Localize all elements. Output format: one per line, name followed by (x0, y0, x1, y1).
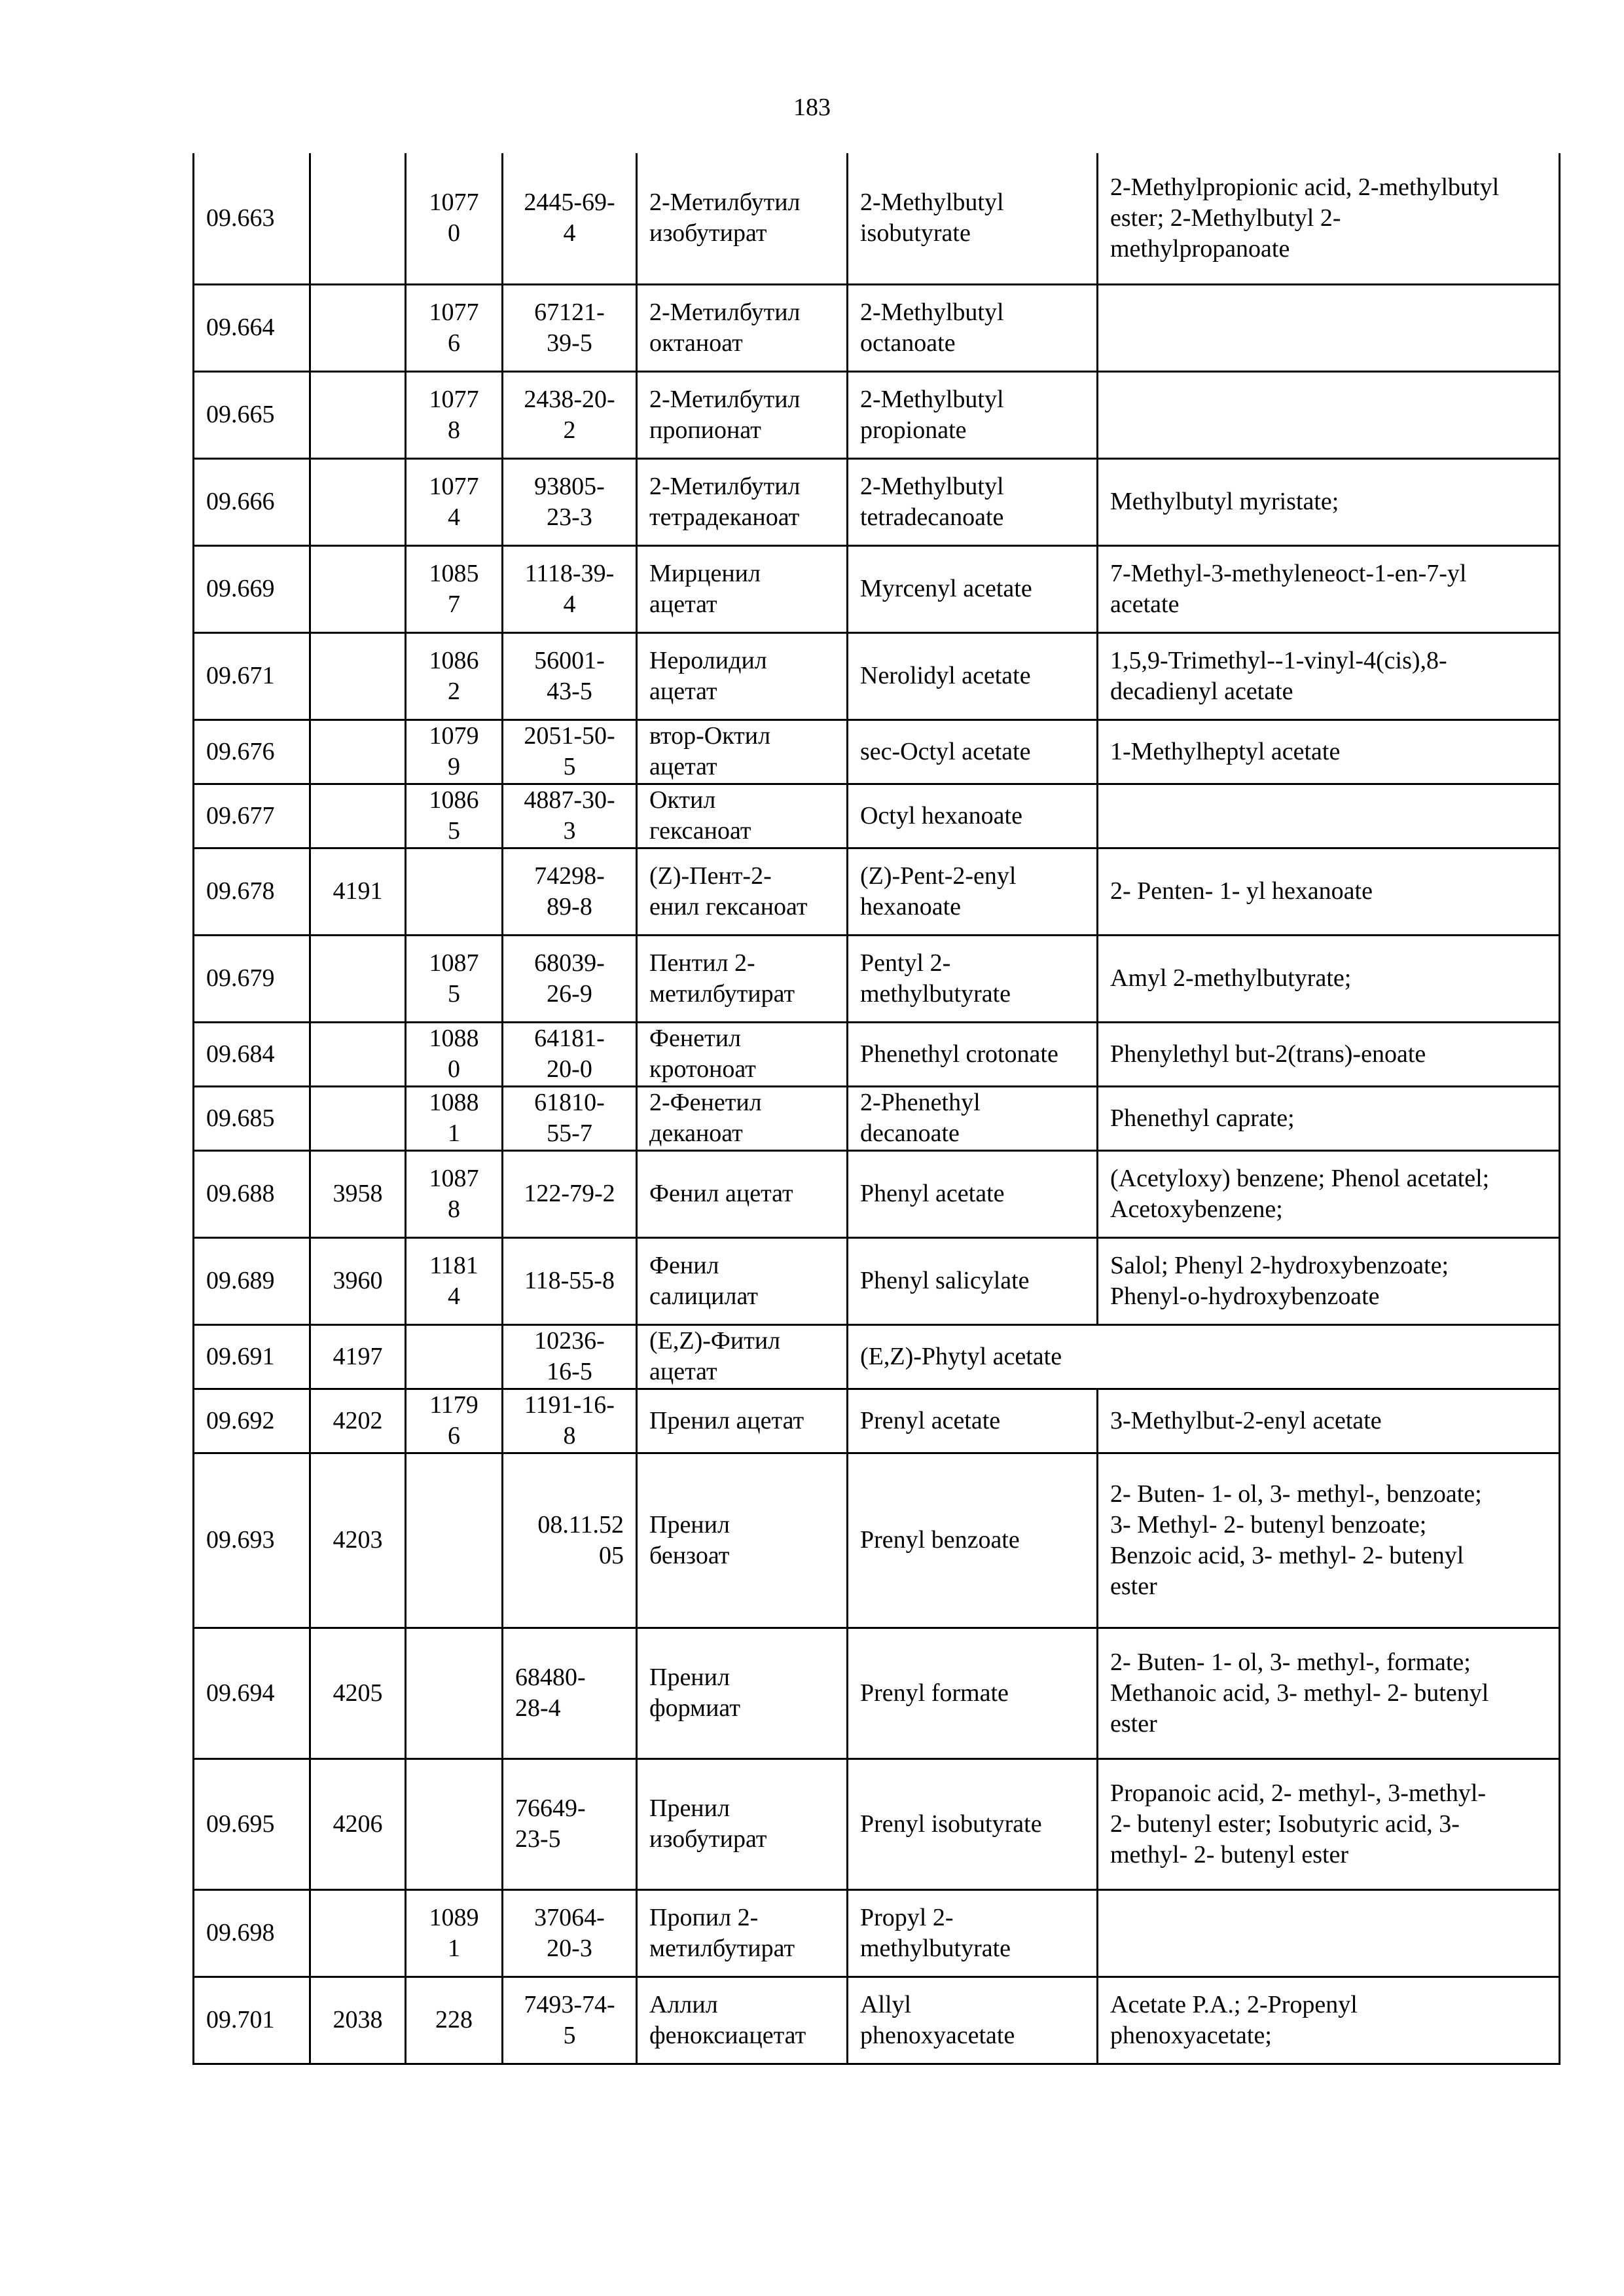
cell-fema-number: 4205 (310, 1628, 406, 1758)
cell-fema-number (310, 1889, 406, 1977)
cell-name-en: 2-Methylbutyl tetradecanoate (848, 458, 1098, 545)
cell-synonyms (1098, 284, 1560, 371)
cell-cas-number: 2445-69- 4 (503, 153, 637, 284)
table-row (194, 1889, 1560, 1977)
table-row (194, 1977, 1560, 2064)
cell-name-en: Nerolidyl acetate (848, 632, 1098, 720)
cell-synonyms: Phenethyl caprate; (1098, 1086, 1560, 1150)
cell-name-ru: Пентил 2- метилбутират (637, 935, 848, 1022)
cell-cas-number: 1191-16- 8 (503, 1389, 637, 1453)
cell-synonyms (1098, 784, 1560, 848)
cell-number: 09.664 (194, 284, 310, 371)
cell-coe-number: 1087 8 (406, 1150, 503, 1237)
cell-fema-number (310, 371, 406, 458)
cell-number: 09.679 (194, 935, 310, 1022)
cell-name-en: Myrcenyl acetate (848, 545, 1098, 632)
cell-coe-number (406, 1758, 503, 1889)
cell-name-en: Phenyl acetate (848, 1150, 1098, 1237)
cell-coe-number: 1085 7 (406, 545, 503, 632)
cell-name-ru: Пренил формиат (637, 1628, 848, 1758)
cell-name-ru: 2-Фенетил деканоат (637, 1086, 848, 1150)
cell-cas-number: 2051-50- 5 (503, 720, 637, 784)
table-row (194, 1324, 1560, 1389)
cell-synonyms: Methylbutyl myristate; (1098, 458, 1560, 545)
cell-coe-number (406, 1453, 503, 1628)
cell-coe-number: 1077 0 (406, 153, 503, 284)
cell-synonyms: 2- Buten- 1- ol, 3- methyl-, formate; Methanoic acid, 3- methyl- 2- butenyl ester (1098, 1628, 1560, 1758)
table-row (194, 935, 1560, 1022)
cell-synonyms: 2- Penten- 1- yl hexanoate (1098, 848, 1560, 935)
cell-fema-number: 4202 (310, 1389, 406, 1453)
cell-synonyms: 1-Methylheptyl acetate (1098, 720, 1560, 784)
cell-cas-number: 1118-39- 4 (503, 545, 637, 632)
cell-synonyms: (Acetyloxy) benzene; Phenol acetatel; Acetoxybenzene; (1098, 1150, 1560, 1237)
cell-name-ru: Пренил изобутират (637, 1758, 848, 1889)
cell-coe-number: 1086 2 (406, 632, 503, 720)
cell-synonyms: 1,5,9-Trimethyl--1-vinyl-4(cis),8- decadienyl acetate (1098, 632, 1560, 720)
cell-cas-number: 2438-20- 2 (503, 371, 637, 458)
cell-name-ru: 2-Метилбутил изобутират (637, 153, 848, 284)
cell-coe-number: 1088 1 (406, 1086, 503, 1150)
cell-number: 09.694 (194, 1628, 310, 1758)
cell-synonyms (1098, 1889, 1560, 1977)
cell-number: 09.685 (194, 1086, 310, 1150)
cell-name-ru: Октил гексаноат (637, 784, 848, 848)
cell-cas-number: 76649- 23-5 (503, 1758, 637, 1889)
cell-number: 09.663 (194, 153, 310, 284)
cell-coe-number: 1089 1 (406, 1889, 503, 1977)
cell-coe-number (406, 1628, 503, 1758)
cell-coe-number: 1077 8 (406, 371, 503, 458)
cell-number: 09.691 (194, 1324, 310, 1389)
cell-coe-number: 1077 4 (406, 458, 503, 545)
cell-synonyms: Phenylethyl but-2(trans)-enoate (1098, 1022, 1560, 1086)
cell-number: 09.666 (194, 458, 310, 545)
cell-fema-number (310, 458, 406, 545)
cell-number: 09.692 (194, 1389, 310, 1453)
cell-name-en: Allyl phenoxyacetate (848, 1977, 1098, 2064)
cell-synonyms: Amyl 2-methylbutyrate; (1098, 935, 1560, 1022)
cell-number: 09.695 (194, 1758, 310, 1889)
table-row (194, 1389, 1560, 1453)
cell-cas-number: 74298- 89-8 (503, 848, 637, 935)
cell-name-en: (E,Z)-Phytyl acetate (848, 1324, 1560, 1389)
cell-cas-number: 68480- 28-4 (503, 1628, 637, 1758)
cell-synonyms: 3-Methylbut-2-enyl acetate (1098, 1389, 1560, 1453)
cell-synonyms: 2- Buten- 1- ol, 3- methyl-, benzoate; 3- Methyl- 2- butenyl benzoate; Benzoic acid, 3- methyl- 2- butenyl ester (1098, 1453, 1560, 1628)
table-row (194, 1453, 1560, 1628)
cell-fema-number (310, 632, 406, 720)
cell-cas-number: 4887-30- 3 (503, 784, 637, 848)
page-number: 183 (793, 94, 831, 121)
cell-fema-number (310, 153, 406, 284)
cell-name-en: 2-Methylbutyl isobutyrate (848, 153, 1098, 284)
cell-cas-number: 37064- 20-3 (503, 1889, 637, 1977)
cell-name-ru: Фенил ацетат (637, 1150, 848, 1237)
cell-synonyms: 2-Methylpropionic acid, 2-methylbutyl ester; 2-Methylbutyl 2- methylpropanoate (1098, 153, 1560, 284)
table-row (194, 848, 1560, 935)
cell-fema-number: 3960 (310, 1237, 406, 1324)
cell-name-en: 2-Phenethyl decanoate (848, 1086, 1098, 1150)
cell-name-ru: втор-Октил ацетат (637, 720, 848, 784)
cell-fema-number: 4203 (310, 1453, 406, 1628)
cell-synonyms: Acetate P.A.; 2-Propenyl phenoxyacetate; (1098, 1977, 1560, 2064)
cell-fema-number: 4191 (310, 848, 406, 935)
cell-cas-number: 68039- 26-9 (503, 935, 637, 1022)
cell-number: 09.693 (194, 1453, 310, 1628)
cell-fema-number (310, 1022, 406, 1086)
table-row (194, 1086, 1560, 1150)
cell-name-en: Octyl hexanoate (848, 784, 1098, 848)
cell-synonyms: 7-Methyl-3-methyleneoct-1-en-7-yl acetate (1098, 545, 1560, 632)
table-row (194, 784, 1560, 848)
cell-fema-number (310, 720, 406, 784)
cell-number: 09.689 (194, 1237, 310, 1324)
cell-cas-number: 10236- 16-5 (503, 1324, 637, 1389)
cell-coe-number: 1087 5 (406, 935, 503, 1022)
cell-name-ru: 2-Метилбутил тетрадеканоат (637, 458, 848, 545)
table-row (194, 1758, 1560, 1889)
cell-name-ru: Пренил бензоат (637, 1453, 848, 1628)
cell-synonyms (1098, 371, 1560, 458)
cell-name-ru: (E,Z)-Фитил ацетат (637, 1324, 848, 1389)
cell-fema-number: 4206 (310, 1758, 406, 1889)
cell-synonyms: Propanoic acid, 2- methyl-, 3-methyl- 2- butenyl ester; Isobutyric acid, 3- methyl- 2- butenyl ester (1098, 1758, 1560, 1889)
cell-name-ru: Неролидил ацетат (637, 632, 848, 720)
cell-name-ru: Фенил салицилат (637, 1237, 848, 1324)
cell-cas-number: 67121- 39-5 (503, 284, 637, 371)
table-row (194, 1022, 1560, 1086)
cell-name-ru: Пропил 2- метилбутират (637, 1889, 848, 1977)
cell-number: 09.669 (194, 545, 310, 632)
cell-fema-number: 3958 (310, 1150, 406, 1237)
cell-name-en: Prenyl isobutyrate (848, 1758, 1098, 1889)
cell-coe-number: 1179 6 (406, 1389, 503, 1453)
cell-name-en: sec-Octyl acetate (848, 720, 1098, 784)
flavouring-substances-table (192, 153, 1561, 2065)
table-row (194, 1237, 1560, 1324)
cell-number: 09.676 (194, 720, 310, 784)
table-row (194, 720, 1560, 784)
cell-name-en: Propyl 2- methylbutyrate (848, 1889, 1098, 1977)
cell-cas-number: 118-55-8 (503, 1237, 637, 1324)
cell-fema-number (310, 545, 406, 632)
cell-name-en: Phenyl salicylate (848, 1237, 1098, 1324)
table-row (194, 1628, 1560, 1758)
cell-number: 09.698 (194, 1889, 310, 1977)
cell-number: 09.684 (194, 1022, 310, 1086)
cell-name-ru: Фенетил кротоноат (637, 1022, 848, 1086)
table-row (194, 632, 1560, 720)
cell-fema-number (310, 784, 406, 848)
cell-coe-number: 1181 4 (406, 1237, 503, 1324)
cell-name-en: Prenyl benzoate (848, 1453, 1098, 1628)
cell-name-en: Prenyl formate (848, 1628, 1098, 1758)
cell-name-en: 2-Methylbutyl propionate (848, 371, 1098, 458)
cell-number: 09.688 (194, 1150, 310, 1237)
cell-number: 09.701 (194, 1977, 310, 2064)
cell-cas-number: 93805- 23-3 (503, 458, 637, 545)
cell-name-ru: Аллил феноксиацетат (637, 1977, 848, 2064)
table-row (194, 284, 1560, 371)
cell-number: 09.665 (194, 371, 310, 458)
cell-name-en: 2-Methylbutyl octanoate (848, 284, 1098, 371)
cell-fema-number: 2038 (310, 1977, 406, 2064)
table-row (194, 1150, 1560, 1237)
cell-coe-number (406, 848, 503, 935)
table-row (194, 153, 1560, 284)
cell-name-en: (Z)-Pent-2-enyl hexanoate (848, 848, 1098, 935)
cell-coe-number: 1079 9 (406, 720, 503, 784)
cell-name-ru: (Z)-Пент-2- енил гексаноат (637, 848, 848, 935)
cell-name-ru: Пренил ацетат (637, 1389, 848, 1453)
cell-coe-number: 228 (406, 1977, 503, 2064)
cell-name-en: Prenyl acetate (848, 1389, 1098, 1453)
cell-cas-number: 64181- 20-0 (503, 1022, 637, 1086)
cell-cas-number: 122-79-2 (503, 1150, 637, 1237)
cell-fema-number (310, 1086, 406, 1150)
table-row (194, 371, 1560, 458)
cell-name-en: Phenethyl crotonate (848, 1022, 1098, 1086)
cell-coe-number: 1086 5 (406, 784, 503, 848)
cell-cas-number: 7493-74- 5 (503, 1977, 637, 2064)
cell-synonyms: Salol; Phenyl 2-hydroxybenzoate; Phenyl-o-hydroxybenzoate (1098, 1237, 1560, 1324)
table-row (194, 458, 1560, 545)
cell-number: 09.678 (194, 848, 310, 935)
cell-cas-number: 56001- 43-5 (503, 632, 637, 720)
cell-fema-number (310, 284, 406, 371)
cell-number: 09.677 (194, 784, 310, 848)
cell-name-ru: 2-Метилбутил октаноат (637, 284, 848, 371)
cell-name-ru: 2-Метилбутил пропионат (637, 371, 848, 458)
cell-coe-number: 1077 6 (406, 284, 503, 371)
cell-number: 09.671 (194, 632, 310, 720)
cell-fema-number: 4197 (310, 1324, 406, 1389)
cell-name-ru: Мирценил ацетат (637, 545, 848, 632)
cell-cas-number: 08.11.52 05 (503, 1453, 637, 1628)
cell-coe-number (406, 1324, 503, 1389)
cell-name-en: Pentyl 2- methylbutyrate (848, 935, 1098, 1022)
table-row (194, 545, 1560, 632)
cell-fema-number (310, 935, 406, 1022)
cell-cas-number: 61810- 55-7 (503, 1086, 637, 1150)
cell-coe-number: 1088 0 (406, 1022, 503, 1086)
